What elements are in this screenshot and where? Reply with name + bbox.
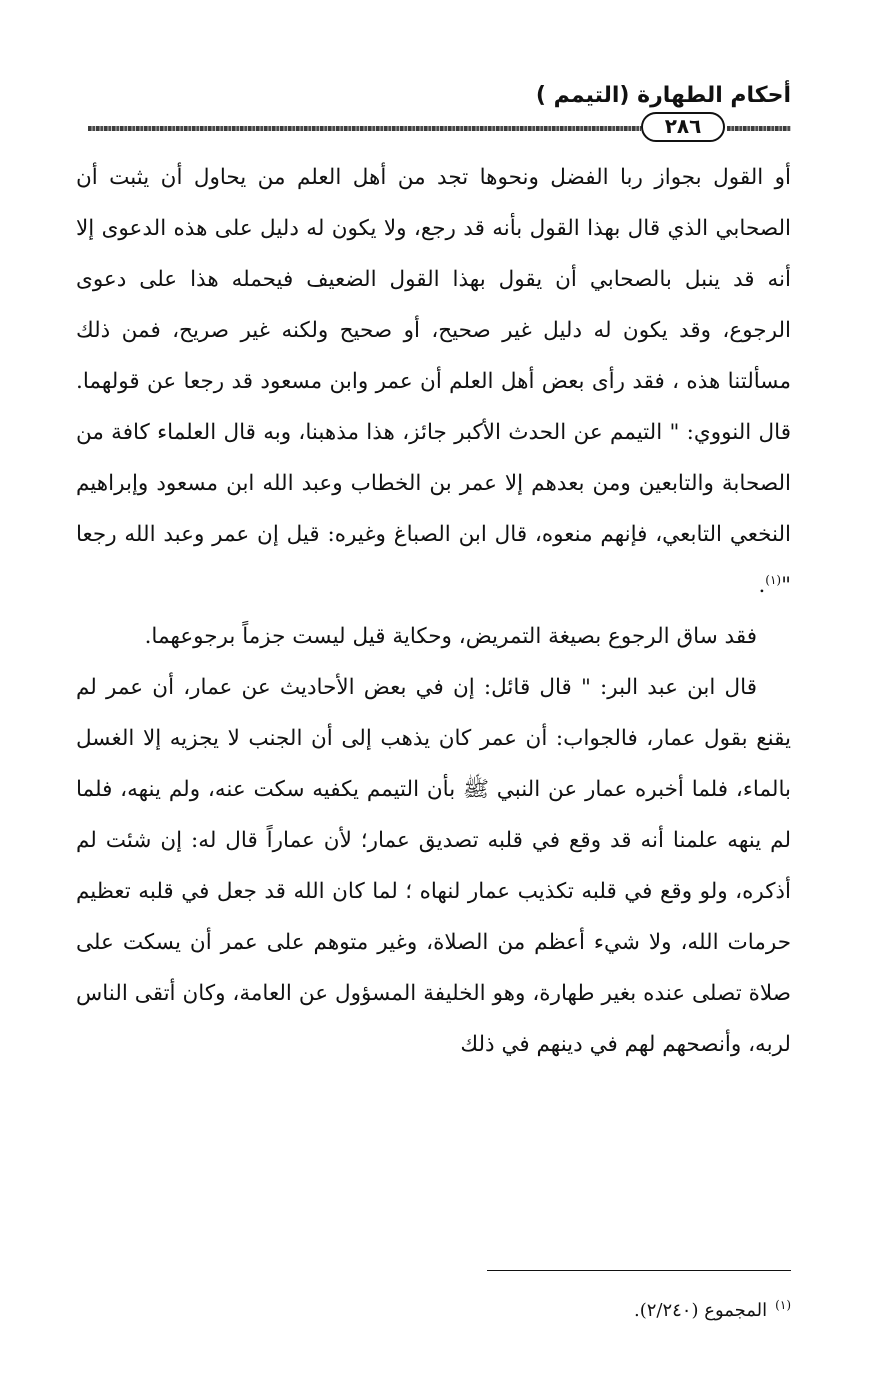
footnote-ref: (١) [765, 572, 782, 587]
footnote [88, 1290, 791, 1326]
paragraph-1-text: أو القول بجواز ربا الفضل ونحوها تجد من أهل العلم من يحاول أن يثبت أن الصحابي الذي قال بهذا القول بأنه قد رجع، ولا يكون له دليل على هذه الدعوى إلا أنه قد ينبل بالصحابي أن يقول بهذا القول الضعيف فيحمله هذا على دعوى الرجوع، وقد يكون له دليل غير صحيح، أو صحيح ولكنه غير صريح، فمن ذلك مسألتنا هذه ، فقد رأى بعض أهل العلم أن عمر وابن مسعود قد رجعا عن قولهما. قال النووي: " التيمم عن الحدث الأكبر جائز، هذا مذهبنا، وبه قال العلماء كافة من الصحابة والتابعين ومن بعدهم إلا عمر بن الخطاب وعبد الله ابن مسعود وإبراهيم النخعي التابعي، فإنهم منعوه، قال ابن الصباغ وغيره: قيل إن عمر وعبد الله رجعا " [76, 165, 791, 598]
header-rule [88, 126, 641, 131]
page-number: ٢٨٦ [641, 112, 725, 142]
paragraph-1 [76, 152, 791, 611]
running-header [88, 82, 791, 138]
paragraph-3: قال ابن عبد البر: " قال قائل: إن في بعض الأحاديث عن عمار، أن عمر لم يقنع بقول عمار، فالجواب: أن عمر كان يذهب إلى أن الجنب لا يجزيه إلا الغسل بالماء، فلما أخبره عمار عن النبي ﷺ بأن التيمم يكفيه سكت عنه، ولم ينهه، فلما لم ينهه علمنا أنه قد وقع في قلبه تصديق عمار؛ لأن عماراً قال له: إن شئت لم أذكره، ولو وقع في قلبه تكذيب عمار لنهاه ؛ لما كان الله قد جعل في قلبه تعظيم حرمات الله، ولا شيء أعظم من الصلاة، وغير متوهم على عمر أن يسكت على صلاة تصلى عنده بغير طهارة، وهو الخليفة المسؤول عن العامة، وكان أتقى الناس لربه، وأنصحهم لهم في دينهم في ذلك [76, 675, 791, 1057]
header-rule-right [727, 126, 791, 131]
book-title: أحكام الطهارة (التيمم ) [535, 83, 791, 108]
main-text [76, 152, 791, 1070]
paragraph-2: فقد ساق الرجوع بصيغة التمريض، وحكاية قيل ليست جزماً برجوعهما. [144, 624, 757, 649]
paragraph-1-period: . [758, 573, 766, 598]
footnote-separator [487, 1270, 791, 1271]
footnote-mark: (١) [775, 1298, 791, 1312]
footnote-text: المجموع (٢/٢٤٠). [633, 1300, 768, 1321]
